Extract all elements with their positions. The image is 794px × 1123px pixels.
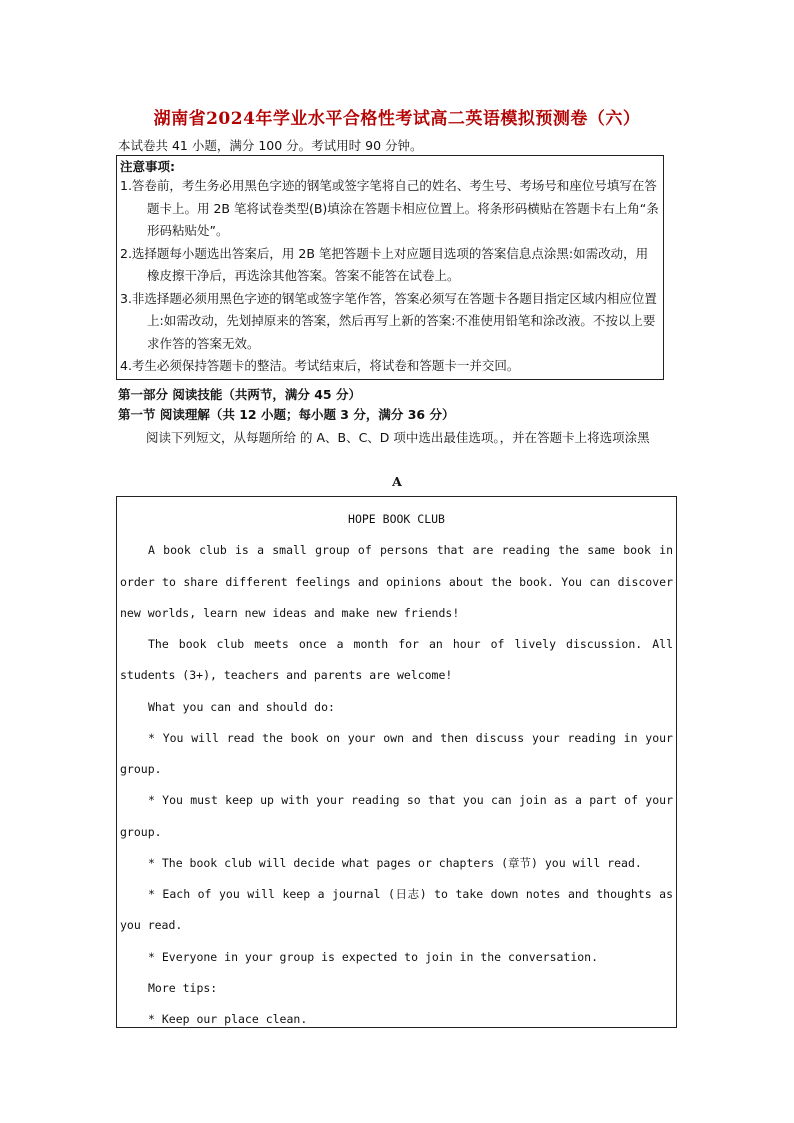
passage-paragraph: * The book club will decide what pages or chapters (章节) you will read. bbox=[148, 855, 642, 870]
notice-item: 3.非选择题必须用黑色字迹的钢笔或签字笔作答，答案必须写在答题卡各题目指定区域内相应位置上:如需改动，先划掉原来的答案，然后再写上新的答案:不准使用铅笔和涂改液。不按以上要求作答的答案无效。 bbox=[120, 290, 657, 351]
page-title: 湖南省2024年学业水平合格性考试高二英语模拟预测卷（六） bbox=[153, 109, 641, 129]
passage-paragraph: What you can and should do: bbox=[148, 699, 335, 714]
notice-item: 2.选择题每小题选出答案后，用 2B 笔把答题卡上对应题目选项的答案信息点涂黑:如需改动，用橡皮擦干净后，再选涂其他答案。答案不能答在试卷上。 bbox=[120, 245, 649, 283]
notice-item: 4.考生必须保持答题卡的整洁。考试结束后，将试卷和答题卡一并交回。 bbox=[120, 358, 520, 373]
notice-heading: 注意事项: bbox=[120, 159, 175, 174]
passage-paragraph: * Keep our place clean. bbox=[148, 1012, 308, 1026]
passage-paragraph: More tips: bbox=[148, 980, 218, 995]
passage-paragraph: A book club is a small group of persons that are reading the same book in order to share different feelings and opinions about the book. You can discover new worlds, learn new ideas and make new friends! bbox=[120, 543, 673, 620]
part-heading: 第一部分 阅读技能（共两节，满分 45 分） bbox=[118, 387, 361, 402]
passage-paragraph: * You will read the book on your own and then discuss your reading in your group. bbox=[120, 730, 673, 776]
passage-paragraph: * Each of you will keep a journal (日志) to take down notes and thoughts as you read. bbox=[120, 887, 673, 933]
passage-paragraph: * You must keep up with your reading so that you can join as a part of your group. bbox=[120, 793, 673, 839]
exam-info: 本试卷共 41 小题，满分 100 分。考试用时 90 分钟。 bbox=[118, 138, 423, 153]
passage-paragraph: The book club meets once a month for an hour of lively discussion. All students (3+), teachers and parents are welcome! bbox=[120, 637, 673, 683]
notice-box bbox=[116, 155, 664, 380]
passage-box bbox=[116, 496, 677, 1028]
section-heading: 第一节 阅读理解（共 12 小题；每小题 3 分，满分 36 分） bbox=[118, 407, 455, 422]
passage-title: HOPE BOOK CLUB bbox=[348, 512, 445, 526]
passage-label: A bbox=[392, 474, 402, 489]
passage-paragraph: * Everyone in your group is expected to join in the conversation. bbox=[148, 949, 599, 964]
instruction-text: 阅读下列短文，从每题所给 的 A、B、C、D 项中选出最佳选项。，并在答题卡上将选项涂黑 bbox=[146, 430, 650, 445]
notice-item: 1.答卷前，考生务必用黑色字迹的钢笔或签字笔将自己的姓名、考生号、考场号和座位号填写在答题卡上。用 2B 笔将试卷类型(B)填涂在答题卡相应位置上。将条形码横贴在答题卡右上角“条形码粘贴处”。 bbox=[120, 178, 659, 238]
instruction bbox=[118, 427, 678, 449]
